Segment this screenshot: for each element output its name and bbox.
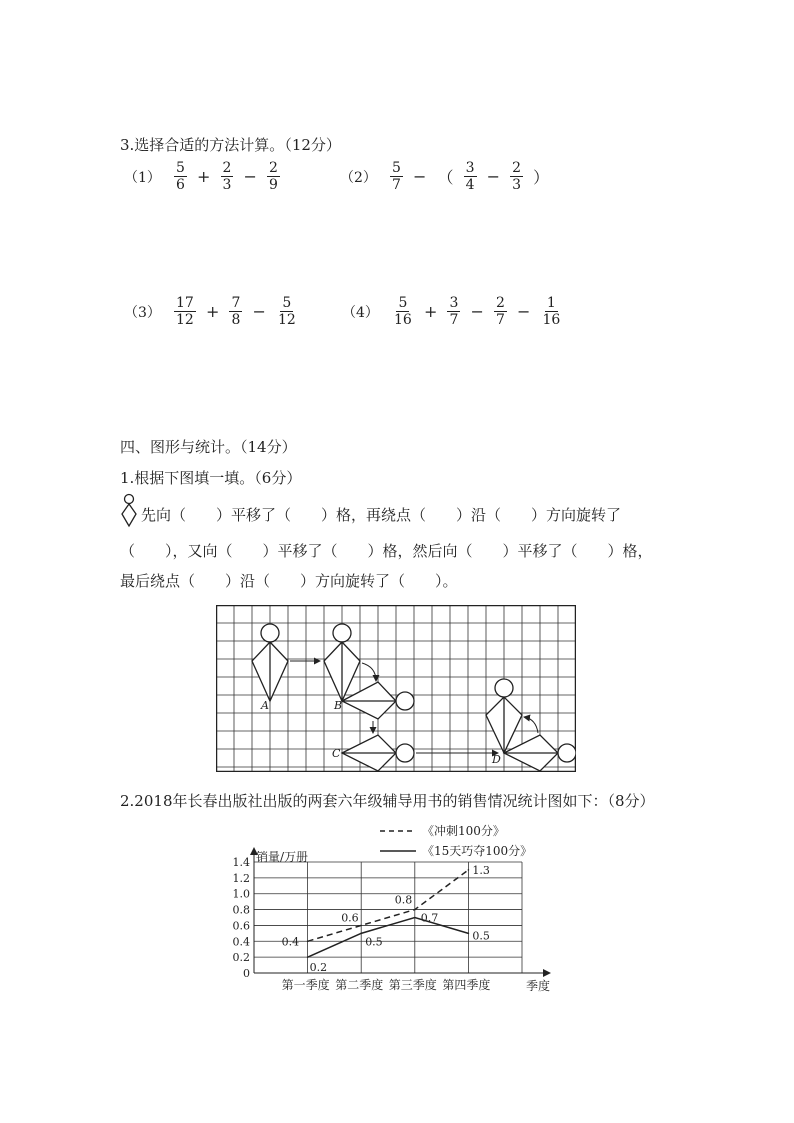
series-line-dashed [308,870,469,941]
transformation-grid [216,605,576,772]
fraction: $\frac{2}{3}$ [512,160,522,193]
data-point [360,933,362,935]
fraction: $\frac{3}{4}$ [465,160,475,193]
data-point [360,925,362,927]
operator: − [243,167,257,186]
data-label-dashed: 0.6 [341,911,359,925]
data-label-dashed: 1.3 [472,863,490,877]
fraction: $\frac{17}{12}$ [176,295,194,328]
figure-c [342,735,414,771]
figure-b-rotated [342,682,414,719]
data-label-solid: 0.7 [420,911,439,925]
section4-title: 四、图形与统计。（14分） [120,438,297,456]
x-tick-label: 第二季度 [335,978,384,992]
operator: − [516,302,531,321]
problem-label: （2） [340,169,377,186]
fraction: $\frac{5}{7}$ [392,160,401,193]
figure-b [324,624,360,701]
arrow-rotate-2 [524,717,538,733]
q1-title: 1.根据下图填一填。（6分） [120,469,302,487]
x-tick-label: 第四季度 [442,978,491,992]
y-tick-label: 1.0 [232,887,250,901]
q1-line-2: （ ），又向（ ）平移了（ ）格，然后向（ ）平移了（ ）格， [120,542,653,560]
legend-label-solid: 《15天巧夺100分》 [422,844,533,858]
sales-line-chart [220,820,570,1000]
data-point [307,940,309,942]
data-label-solid: 0.5 [472,929,490,943]
x-tick-label: 第一季度 [281,978,330,992]
operator: − [470,302,484,321]
q3-problem-3 [124,295,300,328]
q1-line-3: 最后绕点（ ）沿（ ）方向旋转了（ ）。 [120,572,458,590]
fraction: $\frac{5}{16}$ [394,295,412,328]
point-label-d: D [492,753,501,766]
paren-right: ） [533,168,550,187]
legend-label-dashed: 《冲刺100分》 [422,824,505,838]
data-point [414,917,416,919]
y-axis-label: 销量/万册 [256,850,309,864]
data-label-dashed: 0.4 [281,935,300,949]
problem-label: （1） [124,169,161,186]
q1-line-1: 先向（ ）平移了（ ）格，再绕点（ ）沿（ ）方向旋转了 [141,506,622,524]
y-tick-label: 1.4 [232,856,250,869]
q2-title: 2.2018年长春出版社出版的两套六年级辅导用书的销售情况统计图如下：（8分） [120,792,655,810]
x-tick-labels [282,977,491,992]
fraction: $\frac{7}{8}$ [231,295,241,328]
q3-problem-4 [342,295,564,328]
y-tick-label: 0.8 [232,903,250,917]
problem-label: （3） [124,304,161,321]
data-labels [282,864,490,974]
figure-a [252,624,288,701]
y-tick-label: 0 [243,967,250,980]
paren-left: （ [437,168,454,187]
fraction: $\frac{2}{3}$ [222,160,232,193]
fraction: $\frac{5}{6}$ [176,160,185,193]
x-axis-label: 季度 [526,979,551,993]
series-lines [307,869,469,958]
operator: + [205,302,220,321]
point-label-a: A [261,699,269,712]
y-tick-label: 1.2 [232,871,250,885]
fraction: $\frac{3}{7}$ [449,295,459,328]
y-tick-label: 0.2 [232,951,250,965]
operator: − [252,302,266,321]
data-point [468,933,470,935]
data-label-dashed: 0.8 [394,893,413,907]
fraction: $\frac{1}{16}$ [542,295,561,328]
data-point [307,956,309,958]
operator: + [423,302,438,321]
point-label-b: B [334,699,343,712]
arrow-rotate-1 [362,663,376,681]
fraction: $\frac{5}{12}$ [277,295,296,328]
problem-label: （4） [342,304,379,321]
kite-figure-icon [118,493,140,529]
operator: + [197,167,211,186]
data-label-solid: 0.5 [365,935,383,949]
y-tick-labels [233,856,251,980]
data-label-solid: 0.2 [309,961,328,975]
y-tick-label: 0.6 [232,919,250,933]
y-tick-label: 0.4 [232,935,250,949]
q3-problem-1 [124,160,282,193]
chart-legend [380,823,532,858]
q3-problem-2 [340,160,552,193]
data-point [414,909,416,911]
fraction: $\frac{2}{7}$ [495,295,505,328]
fraction: $\frac{2}{9}$ [269,160,278,193]
data-point [468,869,470,871]
operator: − [486,167,501,186]
operator: − [413,167,427,186]
point-label-c: C [332,747,341,760]
q3-title: 3.选择合适的方法计算。（12分） [120,136,341,154]
series-line-solid [308,918,469,958]
x-tick-label: 第三季度 [388,978,437,992]
